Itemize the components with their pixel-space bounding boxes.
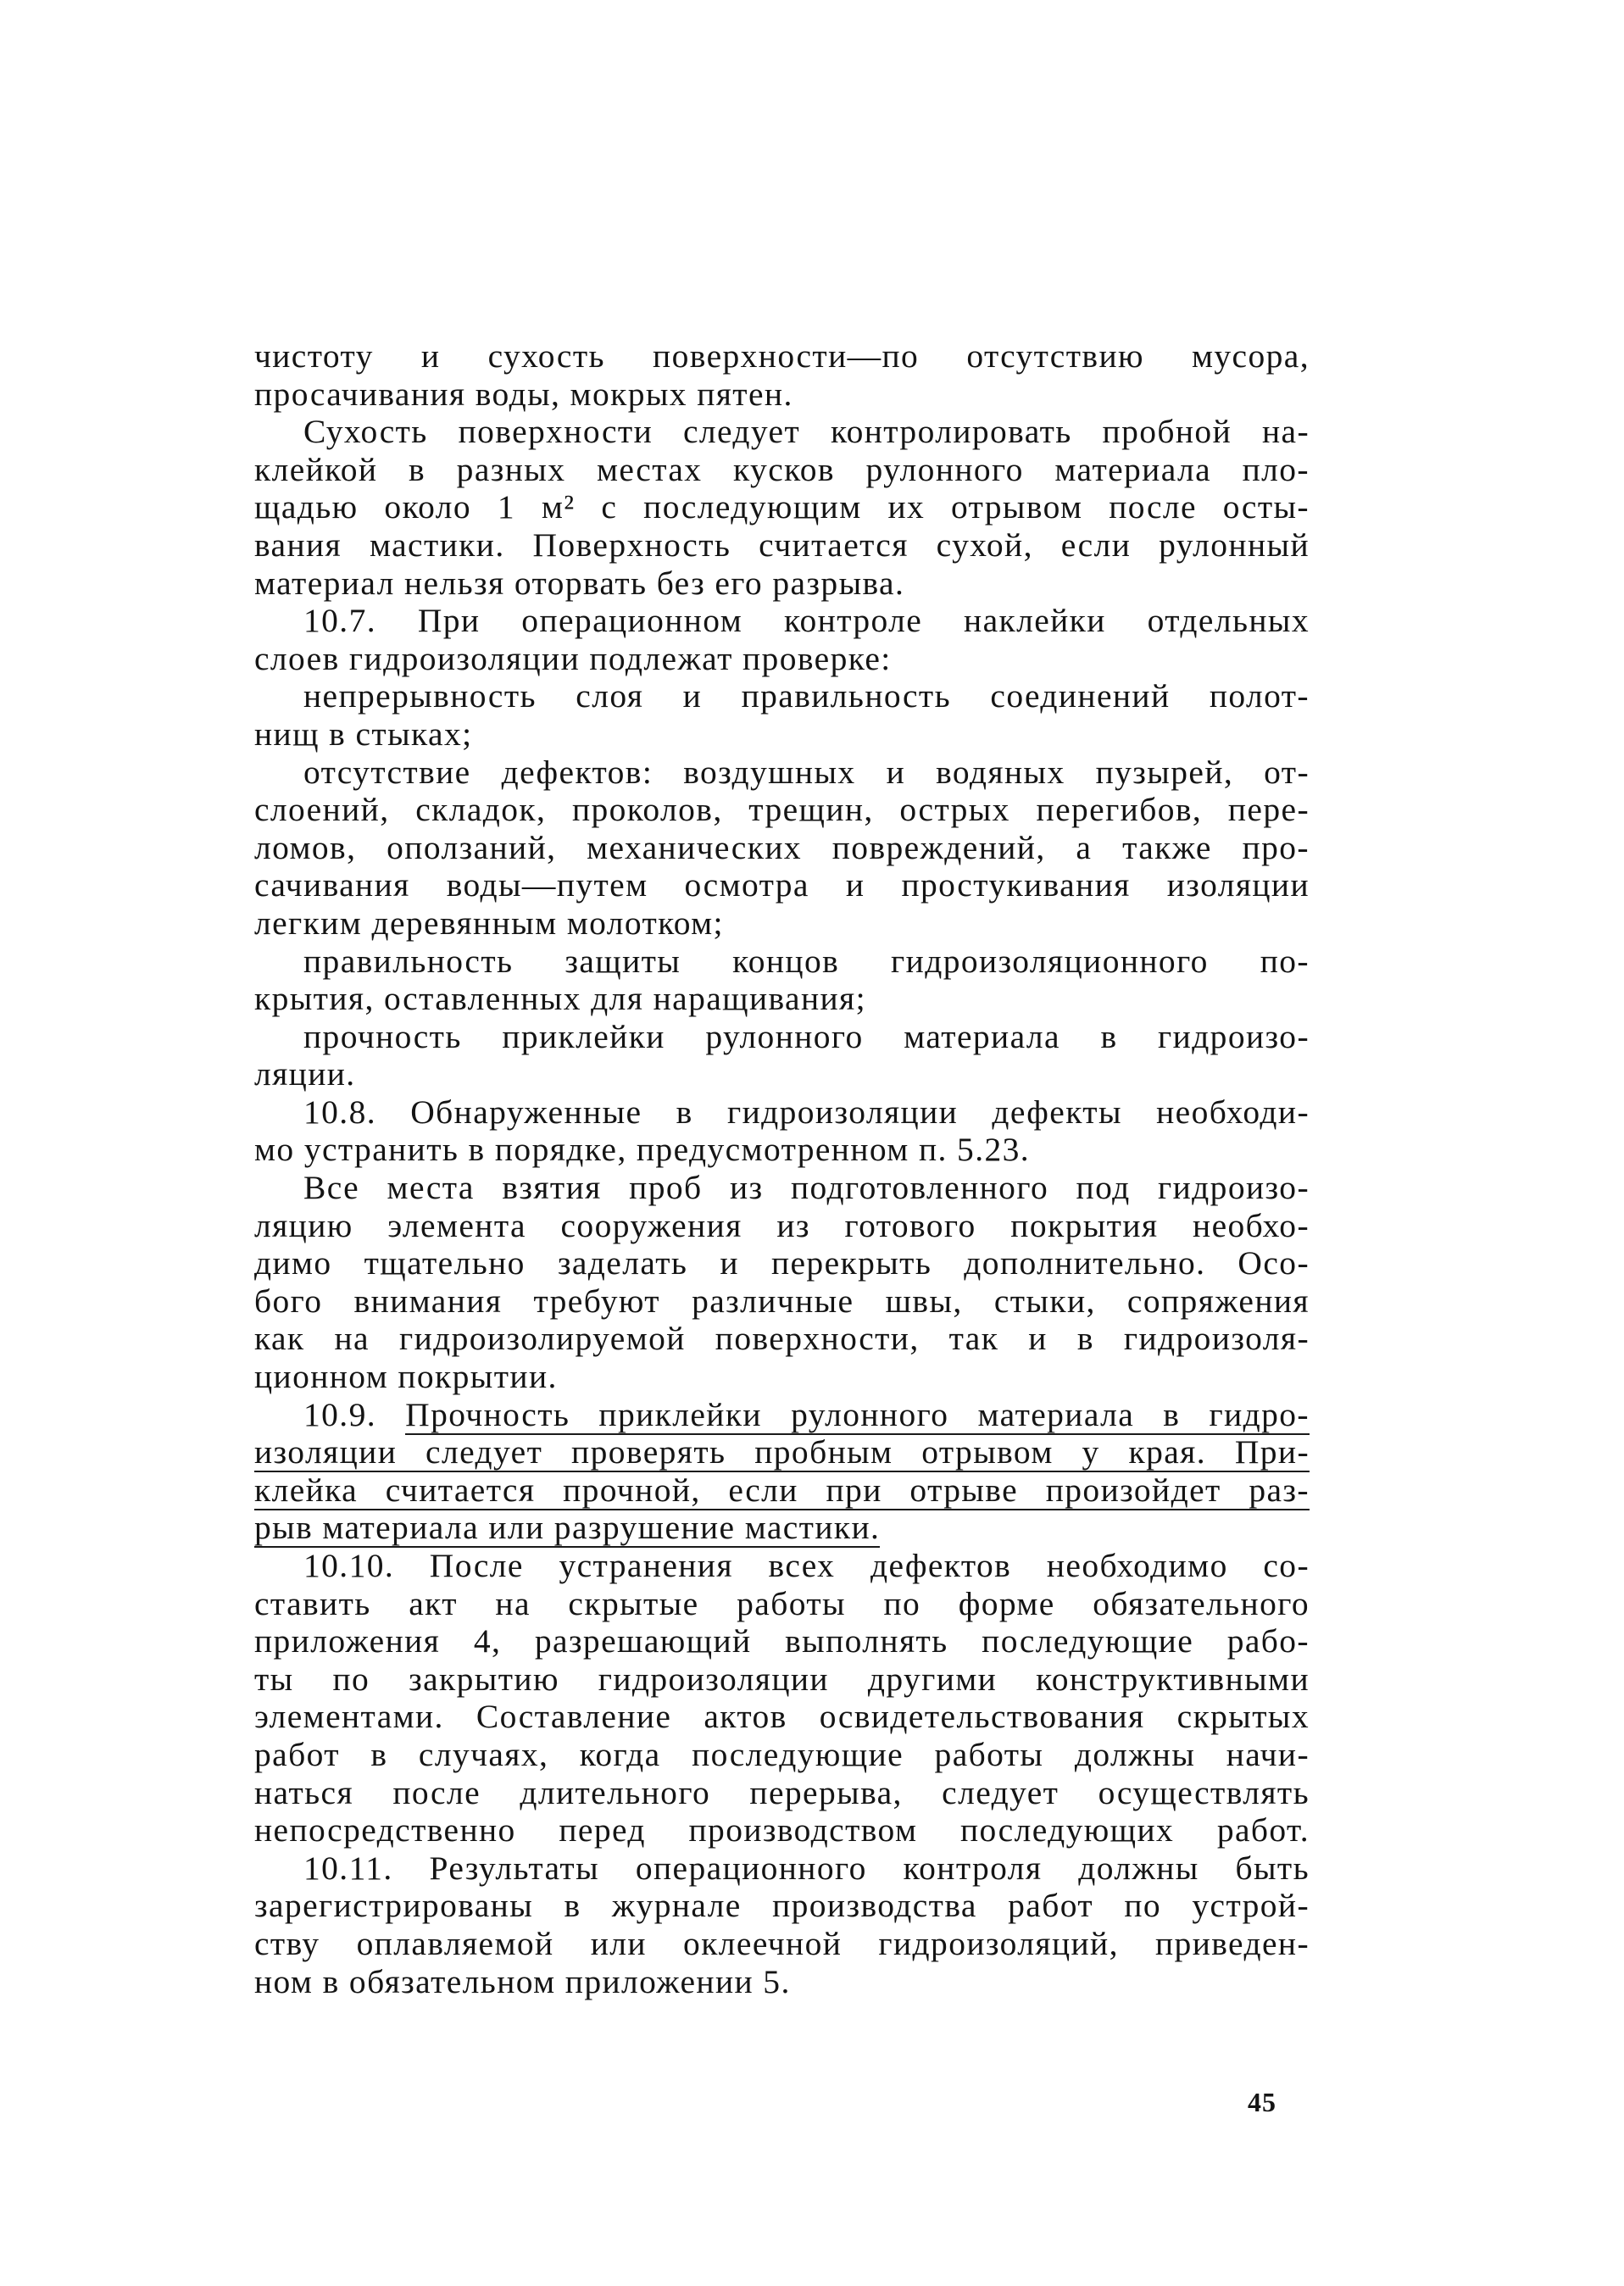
- text-line: непрерывность слоя и правильность соединений полот-: [303, 677, 1310, 715]
- text-line: бого внимания требуют различные швы, стыки, сопряжения: [254, 1282, 1310, 1320]
- text-line: материал нельзя оторвать без его разрыва.: [254, 564, 905, 602]
- text-line: слоев гидроизоляции подлежат проверке:: [254, 639, 892, 677]
- text-line: ломов, оползаний, механических повреждений, а также про-: [254, 828, 1310, 866]
- underlined-text: изоляции следует проверять пробным отрывом у края. При-: [254, 1433, 1310, 1471]
- text-line: [254, 1433, 1310, 1471]
- text-line: слоений, складок, проколов, трещин, острых перегибов, пере-: [254, 791, 1310, 829]
- text-line: как на гидроизолируемой поверхности, так и в гидроизоля-: [254, 1320, 1310, 1358]
- text-line: димо тщательно заделать и перекрыть дополнительно. Осо-: [254, 1244, 1310, 1282]
- text-line: чистоту и сухость поверхности—по отсутствию мусора,: [254, 337, 1310, 375]
- text-line: нищ в стыках;: [254, 715, 473, 753]
- text-line: крытия, оставленных для наращивания;: [254, 980, 866, 1018]
- body-text: [254, 337, 1310, 2000]
- text-line: ляции.: [254, 1055, 356, 1093]
- text-line: зарегистрированы в журнале производства работ по устрой-: [254, 1887, 1310, 1925]
- text-line: Сухость поверхности следует контролировать пробной на-: [303, 413, 1310, 451]
- text-line: 10.7. При операционном контроле наклейки отдельных: [303, 602, 1310, 640]
- text-line: 10.10. После устранения всех дефектов необходимо со-: [303, 1547, 1310, 1584]
- text-line: 10.9. Прочность приклейки рулонного материала в гидро-: [303, 1395, 1310, 1433]
- text-line: работ в случаях, когда последующие работы должны начи-: [254, 1735, 1310, 1773]
- underlined-text: Прочность приклейки рулонного материала в гидро-: [405, 1395, 1310, 1433]
- text-line: наться после длительного перерыва, следует осуществлять: [254, 1773, 1310, 1811]
- text-line: ляцию элемента сооружения из готового покрытия необхо-: [254, 1206, 1310, 1244]
- text-line: 10.8. Обнаруженные в гидроизоляции дефекты необходи-: [303, 1093, 1310, 1131]
- text-line: правильность защиты концов гидроизоляционного по-: [303, 942, 1310, 980]
- page-number: 45: [1248, 2087, 1276, 2117]
- text-line: элементами. Составление актов освидетельствования скрытых: [254, 1698, 1310, 1736]
- text-line: клейкой в разных местах кусков рулонного материала пло-: [254, 450, 1310, 488]
- text-line: вания мастики. Поверхность считается сухой, если рулонный: [254, 526, 1310, 564]
- text-line: отсутствие дефектов: воздушных и водяных пузырей, от-: [303, 753, 1310, 791]
- paragraphs-before: [254, 337, 1310, 1396]
- text-line: легким деревянным молотком;: [254, 904, 724, 942]
- text-line: [254, 1471, 1310, 1510]
- text-line: ству оплавляемой или оклеечной гидроизоляций, приведен-: [254, 1924, 1310, 1962]
- text-line: просачивания воды, мокрых пятен.: [254, 375, 793, 413]
- text-line: Все места взятия проб из подготовленного под гидроизо-: [303, 1169, 1310, 1207]
- underlined-paragraph-10-9: [254, 1396, 1310, 1547]
- text-line: 10.11. Результаты операционного контроля должны быть: [303, 1849, 1310, 1887]
- paragraphs-after: [254, 1547, 1310, 2000]
- text-line: щадью около 1 м² с последующим их отрывом после осты-: [254, 488, 1310, 526]
- text-line: ты по закрытию гидроизоляции другими конструктивными: [254, 1660, 1310, 1698]
- underlined-text: рыв материала или разрушение мастики.: [254, 1509, 881, 1547]
- text-line: мо устранить в порядке, предусмотренном п. 5.23.: [254, 1131, 1031, 1169]
- text-line: непосредственно перед производством последующих работ.: [254, 1811, 1310, 1849]
- text-line: приложения 4, разрешающий выполнять последующие рабо-: [254, 1622, 1310, 1660]
- text-line: сачивания воды—путем осмотра и простукивания изоляции: [254, 866, 1310, 904]
- text-line: прочность приклейки рулонного материала в гидроизо-: [303, 1017, 1310, 1055]
- text-line: ставить акт на скрытые работы по форме обязательного: [254, 1584, 1310, 1622]
- text-line: ционном покрытии.: [254, 1358, 558, 1396]
- text-line: ном в обязательном приложении 5.: [254, 1962, 791, 2000]
- text-line: [254, 1509, 1310, 1547]
- underlined-text: клейка считается прочной, если при отрыве произойдет раз-: [254, 1471, 1310, 1509]
